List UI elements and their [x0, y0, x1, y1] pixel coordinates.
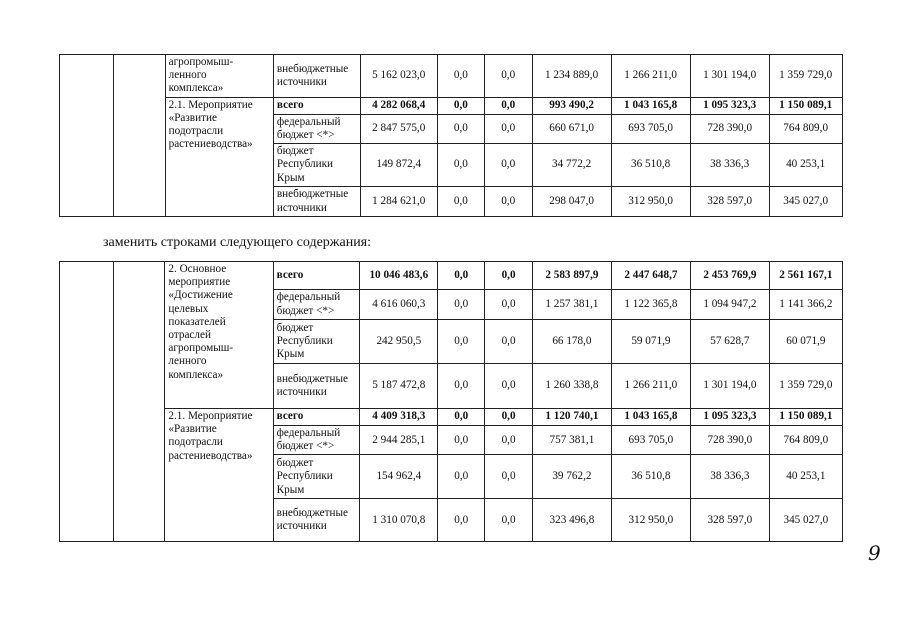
amount-cell: 36 510,8	[611, 455, 690, 499]
activity-name: 2. Основное мероприятие «Достижение целевых показателей отраслей агропромыш- ленного комплекса»	[165, 262, 273, 409]
amount-cell: 149 872,4	[360, 144, 437, 187]
amount-cell: 1 359 729,0	[769, 364, 842, 409]
amount-cell: 0,0	[437, 114, 484, 143]
amount-cell: 1 266 211,0	[611, 364, 690, 409]
amount-cell: 40 253,1	[769, 455, 842, 499]
amount-cell: 4 409 318,3	[360, 409, 438, 426]
funding-source-label: внебюджетные источники	[273, 364, 360, 409]
blank-cell	[60, 262, 114, 542]
amount-cell: 0,0	[485, 426, 533, 455]
funding-source-label: внебюджетные источники	[273, 499, 360, 542]
blank-cell	[60, 55, 114, 217]
amount-cell: 36 510,8	[611, 144, 690, 187]
amount-cell: 728 390,0	[690, 114, 769, 143]
amount-cell: 1 095 323,3	[690, 97, 769, 114]
amount-cell: 1 043 165,8	[611, 97, 690, 114]
amount-cell: 1 301 194,0	[690, 55, 769, 98]
amount-cell: 0,0	[485, 290, 533, 320]
amount-cell: 2 847 575,0	[360, 114, 437, 143]
amount-cell: 0,0	[438, 409, 485, 426]
funding-source-label: всего	[273, 262, 360, 290]
amount-cell: 1 141 366,2	[769, 290, 842, 320]
amount-cell: 34 772,2	[532, 144, 611, 187]
budget-table-old	[59, 54, 905, 217]
amount-cell: 312 950,0	[611, 187, 690, 217]
amount-cell: 1 043 165,8	[611, 409, 690, 426]
funding-source-label: бюджет Республики Крым	[273, 320, 360, 364]
activity-name: 2.1. Мероприятие «Развитие подотрасли растениеводства»	[165, 409, 273, 542]
amount-cell: 323 496,8	[532, 499, 611, 542]
amount-cell: 39 762,2	[532, 455, 611, 499]
amount-cell: 0,0	[437, 97, 484, 114]
amount-cell: 242 950,5	[360, 320, 438, 364]
amount-cell: 0,0	[484, 144, 532, 187]
amount-cell: 1 284 621,0	[360, 187, 437, 217]
table-row	[60, 262, 905, 290]
amount-cell: 0,0	[438, 290, 485, 320]
amount-cell: 0,0	[485, 455, 533, 499]
amount-cell: 345 027,0	[769, 499, 842, 542]
funding-source-label: бюджет Республики Крым	[273, 144, 360, 187]
funding-source-label: федеральный бюджет <*>	[273, 114, 360, 143]
amount-cell: 0,0	[437, 55, 484, 98]
amount-cell: 2 561 167,1	[769, 262, 842, 290]
blank-cell	[113, 262, 165, 542]
blank-cell	[113, 55, 165, 217]
amount-cell: 38 336,3	[690, 144, 769, 187]
amount-cell: 1 094 947,2	[690, 290, 769, 320]
amount-cell: 5 187 472,8	[360, 364, 438, 409]
amount-cell: 0,0	[484, 55, 532, 98]
amount-cell: 0,0	[485, 262, 533, 290]
amount-cell: 693 705,0	[611, 114, 690, 143]
amount-cell: 1 234 889,0	[532, 55, 611, 98]
amount-cell: 57 628,7	[690, 320, 769, 364]
amount-cell: 328 597,0	[690, 187, 769, 217]
replacement-instruction: заменить строками следующего содержания:	[103, 235, 372, 250]
amount-cell: 4 616 060,3	[360, 290, 438, 320]
amount-cell: 0,0	[438, 364, 485, 409]
amount-cell: 2 447 648,7	[611, 262, 690, 290]
amount-cell: 2 583 897,9	[532, 262, 611, 290]
activity-name: 2.1. Мероприятие «Развитие подотрасли растениеводства»	[165, 97, 273, 216]
amount-cell: 154 962,4	[360, 455, 438, 499]
amount-cell: 10 046 483,6	[360, 262, 438, 290]
funding-source-label: федеральный бюджет <*>	[273, 290, 360, 320]
amount-cell: 345 027,0	[769, 187, 842, 217]
amount-cell: 1 095 323,3	[690, 409, 769, 426]
budget-table-new	[59, 261, 905, 542]
amount-cell: 4 282 068,4	[360, 97, 437, 114]
amount-cell: 660 671,0	[532, 114, 611, 143]
amount-cell: 0,0	[437, 187, 484, 217]
amount-cell: 0,0	[438, 455, 485, 499]
amount-cell: 693 705,0	[611, 426, 690, 455]
amount-cell: 0,0	[438, 426, 485, 455]
amount-cell: 2 453 769,9	[690, 262, 769, 290]
amount-cell: 1 122 365,8	[611, 290, 690, 320]
amount-cell: 298 047,0	[532, 187, 611, 217]
amount-cell: 993 490,2	[532, 97, 611, 114]
amount-cell: 764 809,0	[769, 114, 842, 143]
amount-cell: 1 266 211,0	[611, 55, 690, 98]
funding-source-label: внебюджетные источники	[273, 187, 360, 217]
amount-cell: 5 162 023,0	[360, 55, 437, 98]
amount-cell: 0,0	[484, 114, 532, 143]
amount-cell: 0,0	[484, 97, 532, 114]
amount-cell: 328 597,0	[690, 499, 769, 542]
amount-cell: 59 071,9	[611, 320, 690, 364]
amount-cell: 0,0	[485, 320, 533, 364]
activity-name: агропромыш- ленного комплекса»	[165, 55, 273, 98]
amount-cell: 757 381,1	[532, 426, 611, 455]
amount-cell: 0,0	[485, 364, 533, 409]
amount-cell: 0,0	[484, 187, 532, 217]
amount-cell: 1 301 194,0	[690, 364, 769, 409]
funding-source-label: бюджет Республики Крым	[273, 455, 360, 499]
amount-cell: 40 253,1	[769, 144, 842, 187]
amount-cell: 0,0	[437, 144, 484, 187]
amount-cell: 38 336,3	[690, 455, 769, 499]
amount-cell: 1 260 338,8	[532, 364, 611, 409]
funding-source-label: внебюджетные источники	[273, 55, 360, 98]
table-row	[60, 55, 905, 98]
amount-cell: 1 359 729,0	[769, 55, 842, 98]
table-row	[60, 409, 905, 426]
amount-cell: 1 257 381,1	[532, 290, 611, 320]
amount-cell: 0,0	[438, 499, 485, 542]
amount-cell: 66 178,0	[532, 320, 611, 364]
funding-source-label: всего	[273, 409, 360, 426]
amount-cell: 1 150 089,1	[769, 97, 842, 114]
funding-source-label: федеральный бюджет <*>	[273, 426, 360, 455]
amount-cell: 60 071,9	[769, 320, 842, 364]
table-row	[60, 97, 905, 114]
amount-cell: 1 150 089,1	[769, 409, 842, 426]
amount-cell: 1 120 740,1	[532, 409, 611, 426]
amount-cell: 0,0	[438, 320, 485, 364]
amount-cell: 0,0	[438, 262, 485, 290]
amount-cell: 764 809,0	[769, 426, 842, 455]
amount-cell: 312 950,0	[611, 499, 690, 542]
amount-cell: 2 944 285,1	[360, 426, 438, 455]
amount-cell: 728 390,0	[690, 426, 769, 455]
amount-cell: 0,0	[485, 409, 533, 426]
amount-cell: 0,0	[485, 499, 533, 542]
funding-source-label: всего	[273, 97, 360, 114]
amount-cell: 1 310 070,8	[360, 499, 438, 542]
page-number: 9	[868, 541, 881, 565]
